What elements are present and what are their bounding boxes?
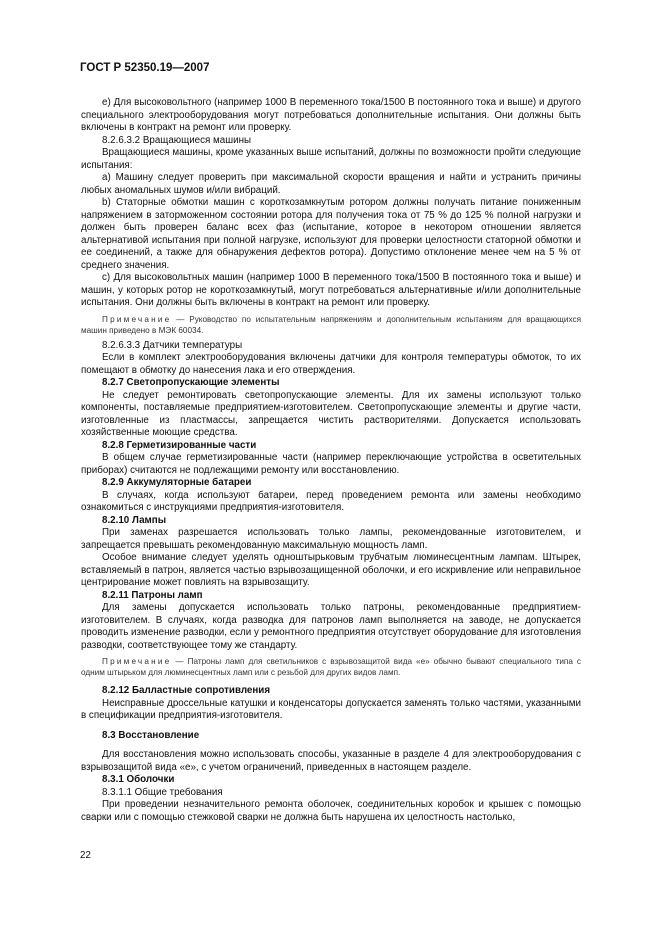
subsection-title: 8.2.6.3.2 Вращающиеся машины: [102, 134, 252, 146]
note-text: — Патроны ламп для светильников с взрывозащитой вида «е» обычно бывают специального типа с одним штырьком для люминесцентных ламп или с резьбой для других видов ламп.: [81, 657, 581, 677]
paragraph: Если в комплект электрооборудования включены датчики для контроля температуры обмоток, то их помещают в обмотку до нанесения лака и его отверждения.: [81, 352, 581, 376]
paragraph: В общем случае герметизированные части (например переключающие устройства в осветительных приборах) считаются не подлежащими ремонту или восстановлению.: [81, 452, 581, 476]
paragraph: Неисправные дроссельные катушки и конденсаторы допускается заменять только частями, указанными в спецификации предприятия-изготовителя.: [81, 697, 581, 721]
section-heading: 8.2.10 Лампы: [102, 514, 167, 526]
paragraph: Особое внимание следует уделять одноштырьковым трубчатым люминесцентным лампам. Штырек, вставляемый в патрон, является частью взрывозащищенной оболочки, и его искривление или неправильное центрирование может повлиять на взрывозащиту.: [81, 552, 581, 588]
paragraph: Не следует ремонтировать светопропускающие элементы. Для их замены используют только компоненты, поставляемые предприятием-изготовителем. Светопропускающие элементы и другие части, изготовленные из пластмассы, запрещается чистить растворителями. Допускается использовать хозяйственные моющие средства.: [81, 389, 581, 438]
paragraph: Вращающиеся машины, кроме указанных выше испытаний, должны по возможности пройти следующие испытания:: [81, 147, 581, 171]
page-number: 22: [80, 850, 91, 861]
list-item: c) Для высоковольтных машин (например 1000 В переменного тока/1500 В постоянного тока и выше) и машин, у которых ротор не короткозамкнутый, могут потребоваться альтернативные и/или дополнительные испытания. Они должны быть включены в контракт на ремонт или проверку.: [81, 272, 581, 308]
section-heading: 8.3.1 Оболочки: [102, 774, 175, 785]
list-item: b) Статорные обмотки машин с короткозамкнутым ротором должны получать питание пониженным напряжением в заторможенном состоянии ротора для получения тока от 75 % до 125 % полной нагрузки и должен быть проверен баланс всех фаз (испытание, которое в некотором отношении является альтернативой испытания при полной нагрузке, используют для проверки целостности статорной обмотки и ее соединений, а также для обнаружения дефектов ротора). Допустимо отклонение менее чем на 5 % от среднего значения.: [81, 197, 581, 271]
note: [81, 314, 581, 336]
subsection-title: 8.3.1.1 Общие требования: [102, 786, 223, 798]
paragraph: Для замены допускается использовать только патроны, рекомендованные предприятием-изготовителем. В случаях, когда разводка для патронов ламп выполняется на заводе, не допускается проводить изменение разводки, если у ремонтного предприятия отсутствует оборудование для изготовления разводки, соответствующее тому же стандарту.: [81, 602, 581, 651]
note-label: Примечание: [102, 657, 172, 666]
paragraph: В случаях, когда используют батареи, перед проведением ремонта или замены необходимо ознакомиться с инструкциями предприятия-изготовителя.: [81, 489, 581, 513]
section-heading: 8.2.8 Герметизированные части: [102, 439, 257, 451]
section-heading: 8.2.12 Балластные сопротивления: [102, 685, 271, 696]
paragraph: При проведении незначительного ремонта оболочек, соединительных коробок и крышек с помощью сварки или с помощью стежковой сварки не должна быть нарушена их целостность настолько,: [81, 799, 581, 823]
paragraph: При заменах разрешается использовать только лампы, рекомендованные изготовителем, и запрещается превышать рекомендованную максимальную мощность ламп.: [81, 527, 581, 551]
note-text: — Руководство по испытательным напряжениям и дополнительным испытаниям для вращающихся машин приведено в МЭК 60034.: [81, 314, 581, 335]
paragraph: Для восстановления можно использовать способы, указанные в разделе 4 для электрооборудования с взрывозащитой вида «е», с учетом ограничений, приведенных в настоящем разделе.: [81, 749, 581, 773]
list-item: a) Машину следует проверить при максимальной скорости вращения и найти и устранить причины любых аномальных шумов и/или вибраций.: [81, 172, 581, 196]
subsection-title: 8.2.6.3.3 Датчики температуры: [102, 339, 243, 351]
document-header: ГОСТ Р 52350.19—2007: [80, 62, 210, 74]
document-body: [81, 97, 581, 824]
section-heading: 8.2.11 Патроны ламп: [102, 589, 203, 601]
section-heading: 8.2.7 Светопропускающие элементы: [102, 377, 280, 388]
section-heading: 8.3 Восстановление: [102, 729, 200, 741]
note-label: Примечание: [102, 314, 172, 324]
paragraph: e) Для высоковольтного (например 1000 В переменного тока/1500 В постоянного тока и выше) и другого специального электрооборудования могут потребоваться дополнительные испытания. Они должны быть включены в контракт на ремонт или проверку.: [81, 97, 581, 133]
section-heading: 8.2.9 Аккумуляторные батареи: [102, 477, 252, 488]
note: [81, 656, 581, 678]
